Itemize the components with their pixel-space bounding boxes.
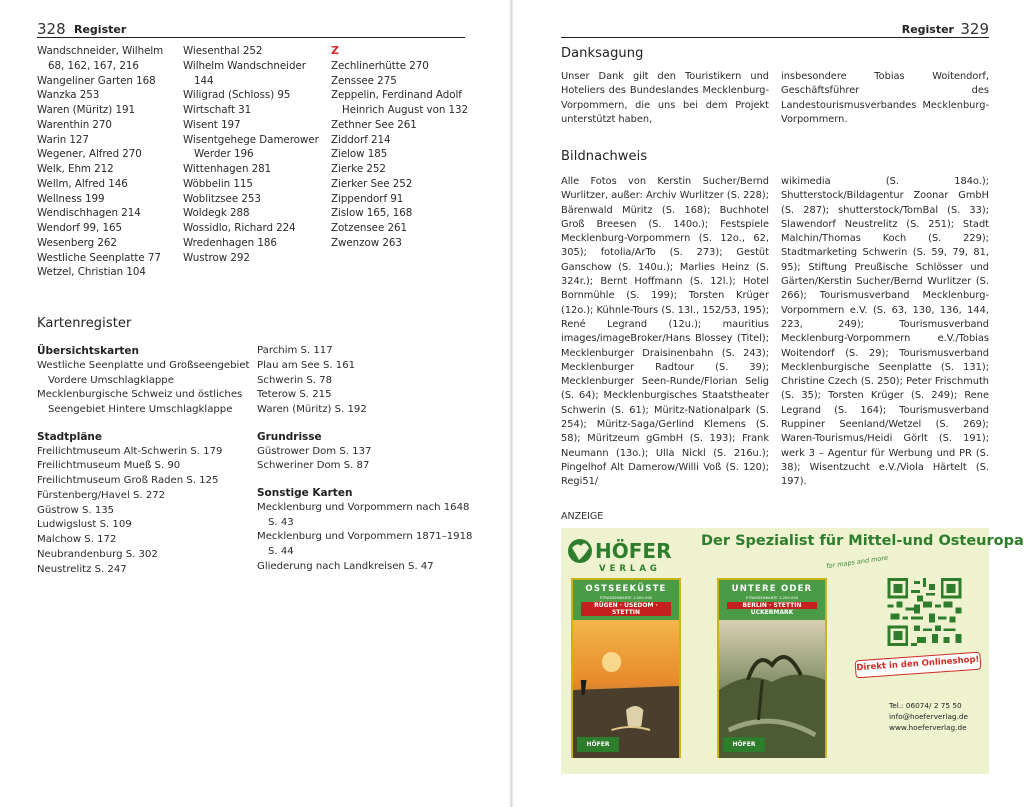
map-entry: Mecklenburg und Vorpommern 1871–1918 S. 44 bbox=[257, 531, 473, 557]
page-number: 329 bbox=[960, 20, 989, 38]
map-entry: Schwerin S. 78 bbox=[257, 374, 333, 386]
map-entry: Plau am See S. 161 bbox=[257, 359, 356, 371]
ad-tagline: for maps and more bbox=[825, 553, 889, 571]
right-page bbox=[513, 0, 1024, 807]
map-entry: Mecklenburgische Schweiz und östliches Seengebiet Hintere Umschlagklappe bbox=[37, 389, 243, 415]
index-entry: Zethner See 261 bbox=[331, 118, 417, 131]
index-entry: Warenthin 270 bbox=[37, 118, 112, 131]
map-subtitle: STRASSENKARTE 1:200.000 bbox=[745, 595, 799, 600]
map-entry: Westliche Seenplatte und Großseengebiet Vordere Umschlagklappe bbox=[37, 359, 250, 386]
index-column-3 bbox=[331, 44, 481, 251]
map-places: RÜGEN · USEDOM · STETTIN bbox=[581, 602, 671, 616]
index-entry: Zierke 252 bbox=[331, 163, 386, 175]
map-entry: Schweriner Dom S. 87 bbox=[257, 460, 370, 472]
index-entry: Wöbbelin 115 bbox=[183, 177, 253, 190]
index-column-2 bbox=[183, 44, 328, 265]
map-entry: Neustrelitz S. 247 bbox=[37, 563, 127, 575]
index-entry: Wossidlo, Richard 224 bbox=[183, 222, 296, 234]
map-logo: HÖFER bbox=[723, 737, 765, 752]
danksagung-heading: Danksagung bbox=[561, 46, 644, 61]
map-title: UNTERE ODER bbox=[731, 584, 813, 594]
bildnachweis-text-1: Alle Fotos von Kerstin Sucher/Bernd Wurlitzer, außer: Archiv Wurlitzer (S. 228); Bärenwald Müritz (S. 168); Buchhotel Groß Breesen (S. 140o.); Festspiele Mecklenburg-Vorpommern (S. 12o., 62, 305); fotolia/ArTo (S. 273); Gestüt Ganschow (S. 140u.); Marlies Heinz (S. 324r.); Bernt Hoffmann (S. 12l.); Hotel Bornmühle (S. 199); Torsten Krüger (12o.); Kühnle-Tours (S. 13l., 152/53, 195); René Legrand (12u.); mauritius images/imageBroker/Hans Blossey (Titel); Mecklenburger Draisinenbahn (S. 243); Mecklenburger Radtour (S. 39); Mecklenburger Seen-Runde/Florian Selig (S. 64); Mecklenburgisches Staatstheater Schwerin (S. 61); Müritz-Nationalpark (S. 254); Müritz-Saga/Gerlind Klemens (S. 58); Müritzeum gGmbH (S. 193); Frank Neumann (13o.); Ulla Nickl (S. 216u.); Pingelhof Alt Damerow/Willi Voß (S. 120); Regi51/ bbox=[561, 176, 769, 488]
bildnachweis-text-2: wikimedia (S. 184o.); Shutterstock/Bildagentur Zoonar GmbH (S. 287); shutterstock/TomBal (S. 33); Slawendorf Neustrelitz (S. 251); Stadt Malchin/Thomas Koch (S. 229); Stadtmarketing Schwerin (S. 59, 79, 81, 95); Stiftung Preußische Schlösser und Gärten/Kerstin Sucher/Bernd Wurlitzer (S. 266); Tourismusverband Mecklenburg-Vorpommern e.V. (S. 63, 130, 136, 144, 223, 249); Tourismusverband Mecklenburg-Vorpommern e.V./Tobias Woitendorf (S. 29); Tourismusverband Mecklenburgische Seenplatte (S. 131); Christine Czech (S. 250); Peter Frischmuth (S. 35); Torsten Krüger (S. 249); Rene Legrand (S. 164); Tourismusverband Ruppiner Seenland/Wetzel (S. 269); Waren-Tourismus/Heidi Görlt (S. 191); werk 3 – Agentur für Werbung und PR (S. 38); Wisentzucht e.V./Viola Härtelt (S. 197). bbox=[781, 176, 989, 488]
index-entry: Wredenhagen 186 bbox=[183, 236, 277, 249]
index-entry: Wendischhagen 214 bbox=[37, 207, 141, 220]
map-subtitle: STRASSENKARTE 1:200.000 bbox=[599, 595, 653, 600]
index-entry: Woblitzsee 253 bbox=[183, 192, 261, 205]
map-cover-untere-oder bbox=[717, 578, 827, 758]
index-column-1 bbox=[37, 44, 182, 280]
page-header bbox=[561, 18, 989, 38]
onlineshop-button[interactable]: Direkt in den Onlineshop! bbox=[855, 652, 982, 679]
index-entry: Wangeliner Garten 168 bbox=[37, 74, 156, 87]
index-entry: Zislow 165, 168 bbox=[331, 207, 413, 220]
logo-sub: VERLAG bbox=[599, 564, 661, 574]
map-entry: Parchim S. 117 bbox=[257, 345, 333, 356]
map-entry: Freilichtmuseum Mueß S. 90 bbox=[37, 460, 181, 472]
page-number: 328 bbox=[37, 20, 66, 38]
index-entry: Zierker See 252 bbox=[331, 177, 413, 190]
map-places: BERLIN · STETTIN bbox=[727, 602, 817, 609]
map-entry: Güstrower Dom S. 137 bbox=[257, 445, 372, 457]
map-entry: Mecklenburg und Vorpommern nach 1648 S. 43 bbox=[257, 501, 470, 528]
map-entry: Malchow S. 172 bbox=[37, 534, 117, 545]
danksagung-text-2: insbesondere Tobias Woitendorf, Geschäftsführer des Landestourismusverbandes Mecklenburg-Vorpommern. bbox=[781, 71, 989, 125]
index-entry: Wanzka 253 bbox=[37, 89, 100, 102]
map-section-heading: Sonstige Karten bbox=[257, 487, 353, 499]
index-entry: Wisent 197 bbox=[183, 118, 241, 131]
index-entry: Warin 127 bbox=[37, 133, 89, 146]
index-entry: Welk, Ehm 212 bbox=[37, 163, 114, 175]
logo-text: HÖFER bbox=[595, 539, 672, 563]
index-entry: Zwenzow 263 bbox=[331, 236, 402, 249]
map-section-heading: Übersichtskarten bbox=[37, 345, 140, 357]
index-entry: Zielow 185 bbox=[331, 148, 388, 161]
index-entry: Zeppelin, Ferdinand Adolf Heinrich August von 132 bbox=[331, 89, 469, 116]
map-entry: Ludwigslust S. 109 bbox=[37, 519, 132, 531]
map-entry: Freilichtmuseum Groß Raden S. 125 bbox=[37, 475, 219, 486]
running-title: Register bbox=[74, 23, 127, 36]
bildnachweis-heading: Bildnachweis bbox=[561, 149, 648, 164]
map-entry: Waren (Müritz) S. 192 bbox=[257, 404, 367, 415]
index-entry: Zenssee 275 bbox=[331, 74, 397, 87]
index-entry: Ziddorf 214 bbox=[331, 133, 391, 146]
map-logo: HÖFER bbox=[577, 737, 619, 752]
left-page bbox=[0, 0, 511, 807]
map-entry: Fürstenberg/Havel S. 272 bbox=[37, 489, 166, 501]
index-entry: Westliche Seenplatte 77 bbox=[37, 251, 161, 264]
map-entry: Freilichtmuseum Alt-Schwerin S. 179 bbox=[37, 445, 223, 457]
ad-website[interactable]: www.hoeferverlag.de bbox=[889, 723, 967, 732]
map-entry: Gliederung nach Landkreisen S. 47 bbox=[257, 560, 434, 572]
ad-slogan: Der Spezialist für Mittel-und Osteuropa bbox=[701, 533, 1024, 549]
map-entry: Güstrow S. 135 bbox=[37, 504, 115, 516]
index-entry: Zechlinerhütte 270 bbox=[331, 59, 429, 72]
index-entry: Waren (Müritz) 191 bbox=[37, 104, 135, 116]
page-header bbox=[37, 18, 465, 38]
map-entry: Teterow S. 215 bbox=[257, 389, 332, 401]
index-entry: Wilhelm Wandschneider 144 bbox=[183, 59, 306, 87]
hoefer-logo bbox=[567, 534, 687, 574]
index-letter: Z bbox=[331, 44, 339, 57]
index-entry: Wandschneider, Wilhelm 68, 162, 167, 216 bbox=[37, 45, 164, 72]
map-section-heading: Stadtpläne bbox=[37, 430, 102, 443]
running-title: Register bbox=[901, 23, 954, 36]
map-cover-ostseekueste bbox=[571, 578, 681, 758]
index-entry: Wirtschaft 31 bbox=[183, 104, 252, 116]
index-entry: Woldegk 288 bbox=[183, 207, 250, 220]
ad-phone: Tel.: 06074/ 2 75 50 bbox=[889, 701, 962, 710]
index-entry: Wetzel, Christian 104 bbox=[37, 266, 146, 279]
index-entry: Wustrow 292 bbox=[183, 251, 250, 264]
index-entry: Wiligrad (Schloss) 95 bbox=[183, 89, 291, 102]
index-entry: Wellness 199 bbox=[37, 192, 105, 205]
index-entry: Wesenberg 262 bbox=[37, 236, 117, 249]
danksagung-text-1: Unser Dank gilt den Touristikern und Hoteliers des Bundeslandes Mecklenburg-Vorpommern, die uns bei dem Projekt unterstützt haben, bbox=[561, 71, 769, 125]
index-entry: Zotzensee 261 bbox=[331, 222, 407, 234]
map-places-2: UCKERMARK bbox=[750, 609, 794, 616]
anzeige-label: ANZEIGE bbox=[561, 511, 604, 522]
ad-contact bbox=[889, 700, 968, 733]
index-entry: Wiesenthal 252 bbox=[183, 45, 263, 57]
index-entry: Wittenhagen 281 bbox=[183, 163, 272, 175]
index-entry: Wendorf 99, 165 bbox=[37, 222, 122, 234]
kartenregister-right bbox=[257, 344, 477, 575]
hoefer-advertisement[interactable] bbox=[561, 528, 1024, 774]
kartenregister-left bbox=[37, 344, 257, 577]
index-entry: Wisentgehege Damerower Werder 196 bbox=[183, 133, 319, 161]
index-entry: Wegener, Alfred 270 bbox=[37, 148, 142, 161]
map-entry: Neubrandenburg S. 302 bbox=[37, 548, 158, 560]
index-entry: Wellm, Alfred 146 bbox=[37, 177, 128, 190]
map-title: OSTSEEKÜSTE bbox=[585, 584, 667, 594]
kartenregister-heading: Kartenregister bbox=[37, 316, 132, 331]
ad-email[interactable]: info@hoeferverlag.de bbox=[889, 712, 968, 721]
qr-code-icon[interactable] bbox=[887, 578, 962, 646]
map-section-heading: Grundrisse bbox=[257, 430, 322, 443]
index-entry: Zippendorf 91 bbox=[331, 192, 404, 205]
